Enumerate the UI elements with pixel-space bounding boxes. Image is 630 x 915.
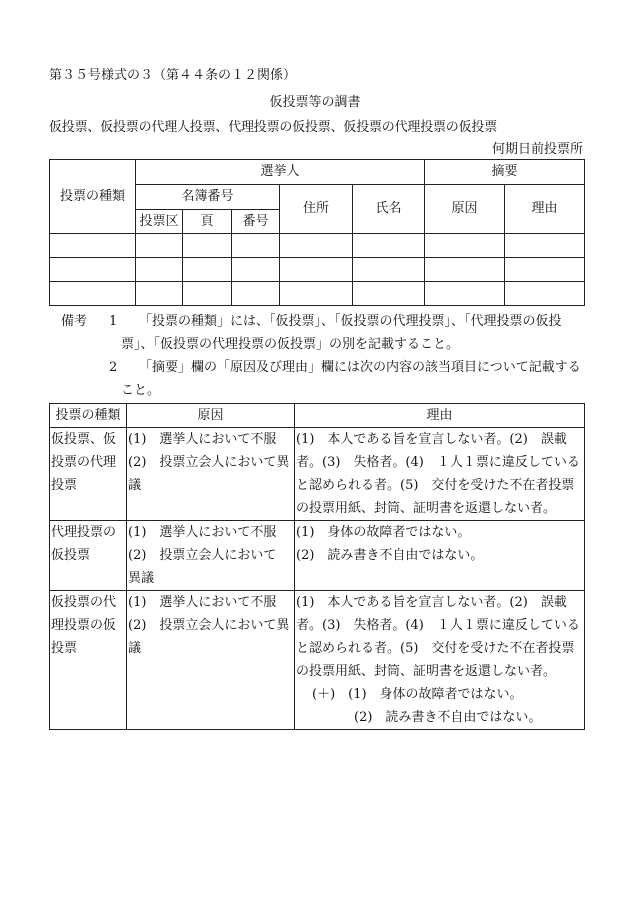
record-cell[interactable] <box>232 234 280 258</box>
cause-line: (2) 投票立会人において異議 <box>128 455 290 493</box>
guide-kind: 代理投票の仮投票 <box>50 521 127 591</box>
reason-line: (1) 本人である旨を宣言しない者。(2) 誤載者。(3) 失格者。(4) １人１票に違反していると認められる者。(5) 交付を受けた不在者投票の投票用紙、封筒、証明書を返還しない者。 <box>296 432 580 516</box>
header-elector: 選挙人 <box>136 160 425 185</box>
reason-line: (1) 本人である旨を宣言しない者。(2) 誤載者。(3) 失格者。(4) １人１票に違反していると認められる者。(5) 交付を受けた不在者投票の投票用紙、封筒、証明書を返還しない者。 <box>296 595 580 679</box>
guide-row <box>50 428 585 521</box>
cause-line: (1) 選挙人において不服 <box>128 525 277 540</box>
record-rows <box>50 234 585 306</box>
cause-line: (1) 選挙人において不服 <box>128 595 277 610</box>
record-cell[interactable] <box>353 282 425 306</box>
notes-head: 備考 <box>61 314 88 329</box>
record-cell[interactable] <box>353 234 425 258</box>
header-cause: 原因 <box>425 185 505 234</box>
guide-cause <box>127 521 295 591</box>
record-row <box>50 258 585 282</box>
record-cell[interactable] <box>425 282 505 306</box>
reason-sub-line: (2) 読み書き不自由ではない。 <box>354 710 542 725</box>
header-page: 頁 <box>183 210 232 234</box>
record-cell[interactable] <box>136 234 183 258</box>
record-cell[interactable] <box>232 258 280 282</box>
record-cell[interactable] <box>183 258 232 282</box>
record-cell[interactable] <box>280 234 353 258</box>
note-text: 「投票の種類」には、「仮投票」、「仮投票の代理投票」、「代理投票の仮投票」、「仮投票の代理投票の仮投票」の別を記載すること。 <box>121 314 562 352</box>
record-cell[interactable] <box>50 258 136 282</box>
record-cell[interactable] <box>183 234 232 258</box>
note-item-1 <box>49 310 584 356</box>
header-number: 番号 <box>232 210 280 234</box>
header-reason: 理由 <box>505 185 585 234</box>
record-cell[interactable] <box>505 234 585 258</box>
record-row <box>50 282 585 306</box>
form-number: 第３５号様式の３（第４４条の１２関係） <box>49 68 297 83</box>
reason-line: (2) 読み書き不自由ではない。 <box>296 548 484 563</box>
document-title: 仮投票等の調書 <box>269 95 361 110</box>
guide-kind: 仮投票の代理投票の仮投票 <box>50 591 127 730</box>
header-summary: 摘要 <box>425 160 585 185</box>
note-item-2 <box>49 356 584 402</box>
record-cell[interactable] <box>425 234 505 258</box>
cause-line: (1) 選挙人において不服 <box>128 432 277 447</box>
record-table <box>49 159 585 306</box>
notes <box>49 310 584 402</box>
reason-plus-line: (＋) (1) 身体の故障者ではない。 <box>312 687 523 702</box>
record-cell[interactable] <box>425 258 505 282</box>
record-row <box>50 234 585 258</box>
record-cell[interactable] <box>232 282 280 306</box>
header-name: 氏名 <box>353 185 425 234</box>
guide-reason <box>295 591 585 730</box>
record-cell[interactable] <box>353 258 425 282</box>
guide-kind: 仮投票、仮投票の代理投票 <box>50 428 127 521</box>
note-number: 2 <box>109 360 118 375</box>
record-cell[interactable] <box>136 258 183 282</box>
guide-row <box>50 591 585 730</box>
record-cell[interactable] <box>50 282 136 306</box>
record-cell[interactable] <box>50 234 136 258</box>
guide-table <box>49 403 585 730</box>
header-register-number: 名簿番号 <box>136 185 280 210</box>
guide-reason <box>295 428 585 521</box>
note-number: 1 <box>109 314 118 329</box>
header-district: 投票区 <box>136 210 183 234</box>
guide-row <box>50 521 585 591</box>
guide-reason <box>295 521 585 591</box>
polling-place: 何期日前投票所 <box>491 142 583 157</box>
guide-header-kind: 投票の種類 <box>50 404 127 428</box>
reason-line: (1) 身体の故障者ではない。 <box>296 525 471 540</box>
record-cell[interactable] <box>505 282 585 306</box>
cause-line: (2) 投票立会人において異議 <box>128 618 290 656</box>
guide-cause <box>127 428 295 521</box>
header-address: 住所 <box>280 185 353 234</box>
header-vote-kind: 投票の種類 <box>50 160 136 234</box>
record-cell[interactable] <box>280 282 353 306</box>
record-cell[interactable] <box>183 282 232 306</box>
cause-line: (2) 投票立会人において 異議 <box>128 548 290 586</box>
guide-header-reason: 理由 <box>295 404 585 428</box>
note-text: 「摘要」欄の「原因及び理由」欄には次の内容の該当項目について記載すること。 <box>121 360 581 398</box>
guide-header-cause: 原因 <box>127 404 295 428</box>
guide-cause <box>127 591 295 730</box>
record-cell[interactable] <box>136 282 183 306</box>
record-cell[interactable] <box>505 258 585 282</box>
document-subject: 仮投票、仮投票の代理人投票、代理投票の仮投票、仮投票の代理投票の仮投票 <box>49 120 498 135</box>
record-cell[interactable] <box>280 258 353 282</box>
